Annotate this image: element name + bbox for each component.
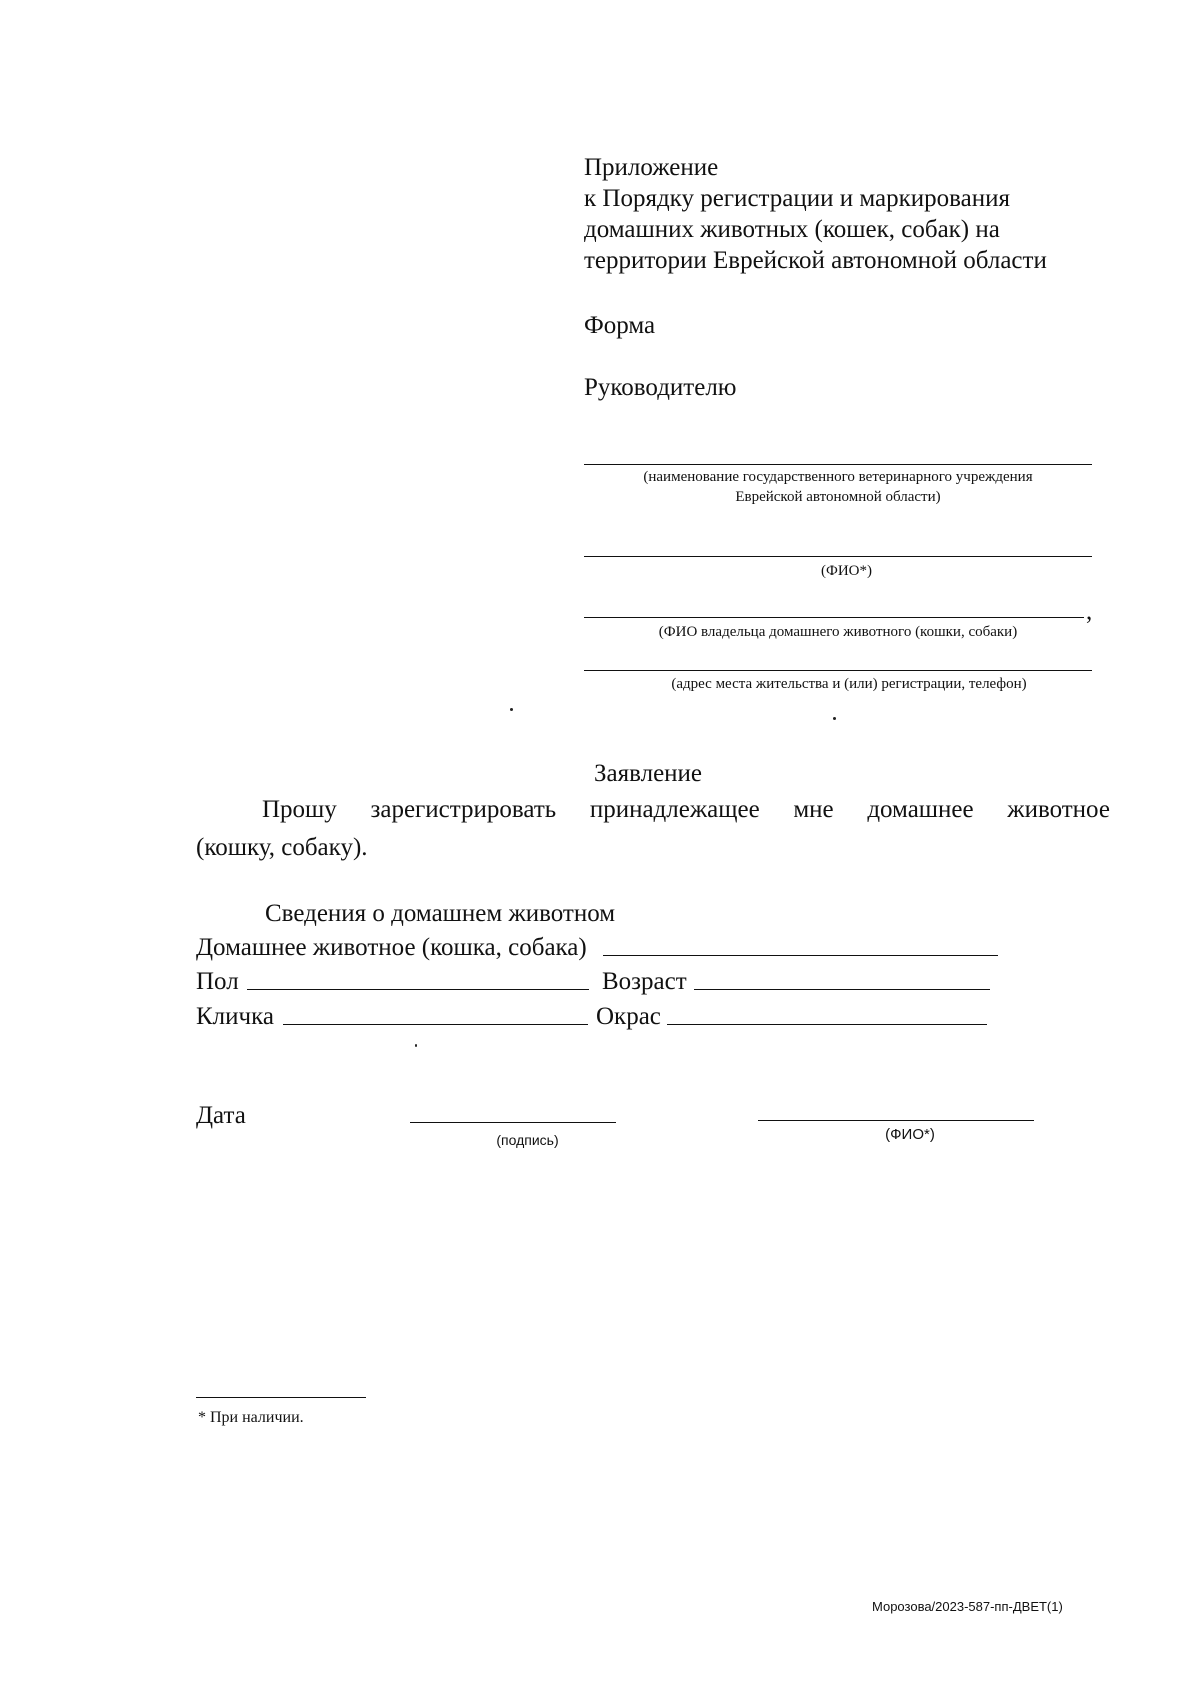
signature-field-line[interactable] xyxy=(410,1122,616,1123)
signature-caption: (подпись) xyxy=(496,1132,559,1148)
footnote-rule xyxy=(196,1397,366,1398)
name-label: Кличка xyxy=(196,1003,274,1030)
body-word: животное xyxy=(1007,796,1110,823)
institution-caption-line-2: Еврейской автономной области) xyxy=(735,489,941,505)
institution-caption-line-1: (наименование государственного ветеринарного учреждения xyxy=(643,469,1033,485)
appendix-line-2: к Порядку регистрации и маркирования xyxy=(584,185,1010,212)
signatory-fio-caption: (ФИО*) xyxy=(885,1126,935,1143)
address-field-line[interactable] xyxy=(584,670,1092,671)
age-label: Возраст xyxy=(602,968,687,995)
addressee-label: Руководителю xyxy=(584,374,737,401)
scan-speck xyxy=(415,1044,417,1047)
color-label: Окрас xyxy=(596,1003,661,1030)
form-label: Форма xyxy=(584,312,656,339)
animal-type-field-line[interactable] xyxy=(603,955,998,956)
institution-caption xyxy=(584,467,1092,507)
application-body-line-1 xyxy=(262,794,1110,825)
body-word: мне xyxy=(793,796,834,823)
animal-info-heading: Сведения о домашнем животном xyxy=(265,900,616,927)
scan-speck xyxy=(833,717,836,720)
appendix-title: Приложение xyxy=(584,154,719,181)
application-title: Заявление xyxy=(594,760,703,787)
color-field-line[interactable] xyxy=(667,1024,987,1025)
owner-fio-field-line[interactable] xyxy=(584,617,1084,618)
animal-type-label: Домашнее животное (кошка, собака) xyxy=(196,934,587,961)
head-fio-caption: (ФИО*) xyxy=(820,563,872,579)
appendix-line-4: территории Еврейской автономной области xyxy=(584,247,1047,274)
body-word: принадлежащее xyxy=(589,796,760,823)
scan-speck xyxy=(510,708,513,711)
body-word: зарегистрировать xyxy=(370,796,557,823)
signatory-fio-field-line[interactable] xyxy=(758,1120,1034,1121)
body-word: Прошу xyxy=(262,796,337,823)
age-field-line[interactable] xyxy=(694,989,990,990)
footnote-text: * При наличии. xyxy=(198,1409,304,1426)
institution-field-line[interactable] xyxy=(584,464,1092,465)
date-label: Дата xyxy=(196,1102,246,1129)
sex-label: Пол xyxy=(196,968,239,995)
name-field-line[interactable] xyxy=(283,1024,588,1025)
document-code: Морозова/2023-587-пп-ДВЕТ(1) xyxy=(872,1599,1063,1614)
sex-field-line[interactable] xyxy=(247,989,589,990)
body-word: домашнее xyxy=(867,796,974,823)
application-body-line-2: (кошку, собаку). xyxy=(196,834,368,861)
address-caption: (адрес места жительства и (или) регистрации, телефон) xyxy=(671,676,1027,692)
owner-comma: , xyxy=(1086,598,1093,625)
appendix-line-3: домашних животных (кошек, собак) на xyxy=(584,216,1000,243)
head-fio-field-line[interactable] xyxy=(584,556,1092,557)
owner-fio-caption: (ФИО владельца домашнего животного (кошки, собаки) xyxy=(658,624,1018,640)
